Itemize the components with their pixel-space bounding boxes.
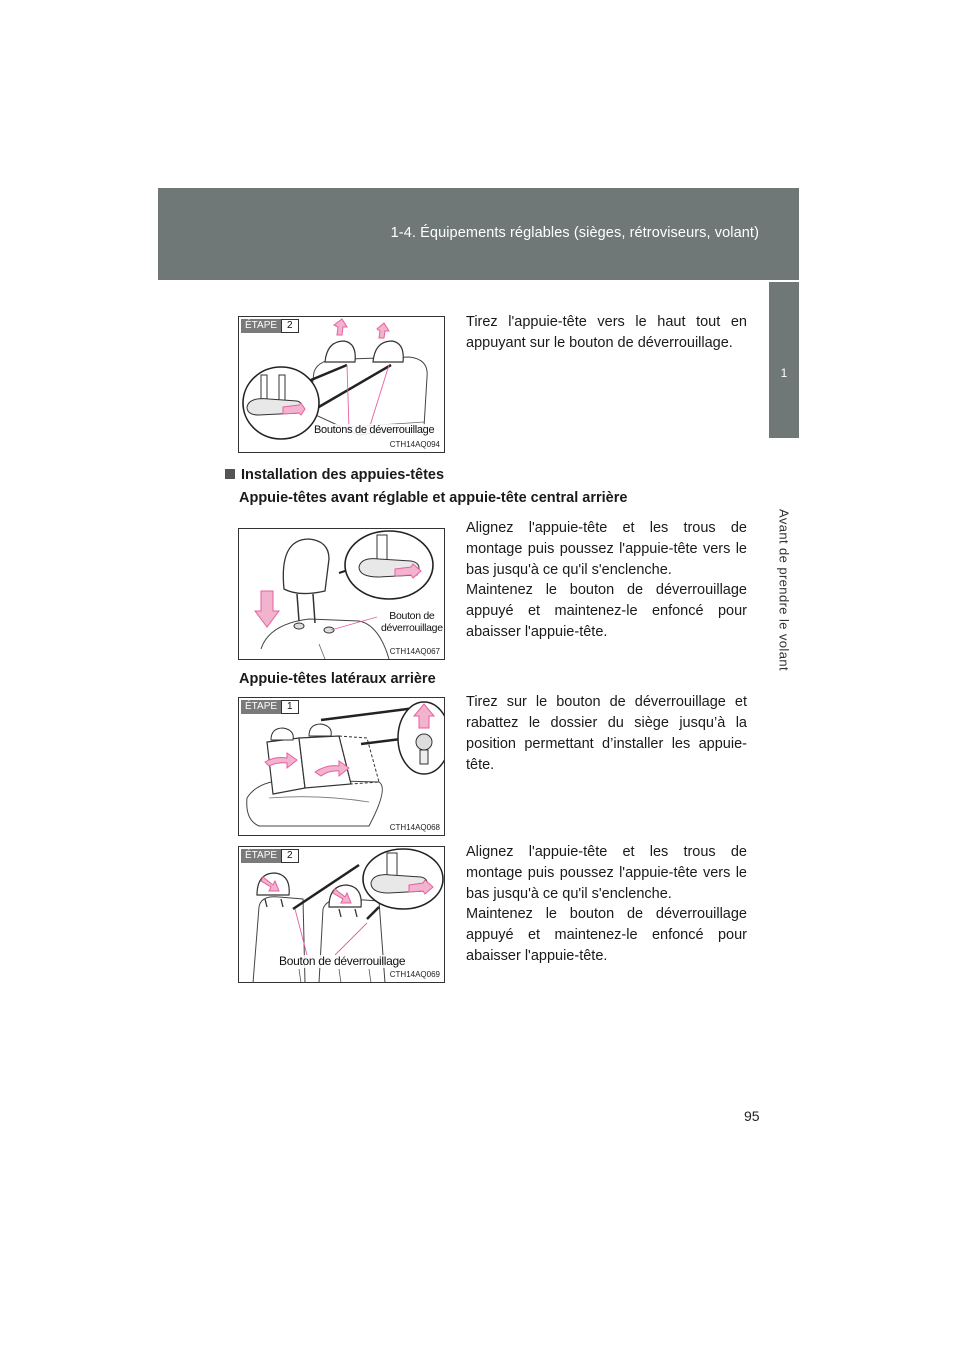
section-title xyxy=(225,467,444,483)
step-number: 2 xyxy=(281,849,299,863)
subsection-title: Appuie-têtes latéraux arrière xyxy=(239,671,436,687)
callout-label: Boutons de déverrouillage xyxy=(314,424,435,436)
callout-line-2: déverrouillage xyxy=(381,621,443,634)
step-badge xyxy=(241,700,299,714)
section-title-text: Installation des appuies-têtes xyxy=(241,467,445,483)
step-label: ÉTAPE xyxy=(241,849,281,863)
step-label: ÉTAPE xyxy=(241,700,281,714)
instruction-text: Maintenez le bouton de déverrouillage appuyé et maintenez-le enfoncé pour abaisser l'appuie-tête. xyxy=(466,582,747,640)
page-number: 95 xyxy=(744,1108,760,1124)
header-title: 1-4. Équipements réglables (sièges, rétroviseurs, volant) xyxy=(390,225,759,241)
figure-front-headrest xyxy=(238,528,445,660)
instruction-text: Tirez sur le bouton de déverrouillage et rabattez le dossier du siège jusqu’à la position permettant d’installer les appuie-tête. xyxy=(466,694,747,773)
figure-illustration xyxy=(239,529,445,660)
instruction-text: Maintenez le bouton de déverrouillage appuyé et maintenez-le enfoncé pour abaisser l'appuie-tête. xyxy=(466,906,747,964)
instruction-text: Alignez l'appuie-tête et les trous de montage puis poussez l'appuie-tête vers le bas jusqu'à ce qu'il s'enclenche. xyxy=(466,844,747,902)
chapter-header xyxy=(158,188,799,280)
step-badge xyxy=(241,849,299,863)
instruction-text: Alignez l'appuie-tête et les trous de montage puis poussez l'appuie-tête vers le bas jusqu'à ce qu'il s'enclenche. xyxy=(466,520,747,578)
figure-code: CTH14AQ094 xyxy=(389,440,440,449)
figure-code: CTH14AQ067 xyxy=(389,647,440,656)
side-chapter-tab xyxy=(769,282,799,438)
figure-install-side-headrest xyxy=(238,846,445,983)
side-chapter-title: Avant de prendre le volant xyxy=(776,509,792,671)
callout-label xyxy=(381,611,443,634)
step-badge xyxy=(241,319,299,333)
step-number: 1 xyxy=(281,700,299,714)
section-square-icon xyxy=(225,469,235,479)
callout-label: Bouton de déverrouillage xyxy=(279,954,406,968)
step-label: ÉTAPE xyxy=(241,319,281,333)
figure-code: CTH14AQ068 xyxy=(389,823,440,832)
subsection-title: Appuie-têtes avant réglable et appuie-tête central arrière xyxy=(239,490,628,506)
figure-code: CTH14AQ069 xyxy=(389,970,440,979)
callout-line-1: Bouton de xyxy=(389,610,435,622)
instruction-text: Tirez l'appuie-tête vers le haut tout en appuyant sur le bouton de déverrouillage. xyxy=(466,314,747,351)
figure-fold-seatback xyxy=(238,697,445,836)
step-number: 2 xyxy=(281,319,299,333)
figure-pull-headrest xyxy=(238,316,445,453)
figure-illustration xyxy=(239,698,445,836)
side-chapter-number: 1 xyxy=(780,366,788,380)
